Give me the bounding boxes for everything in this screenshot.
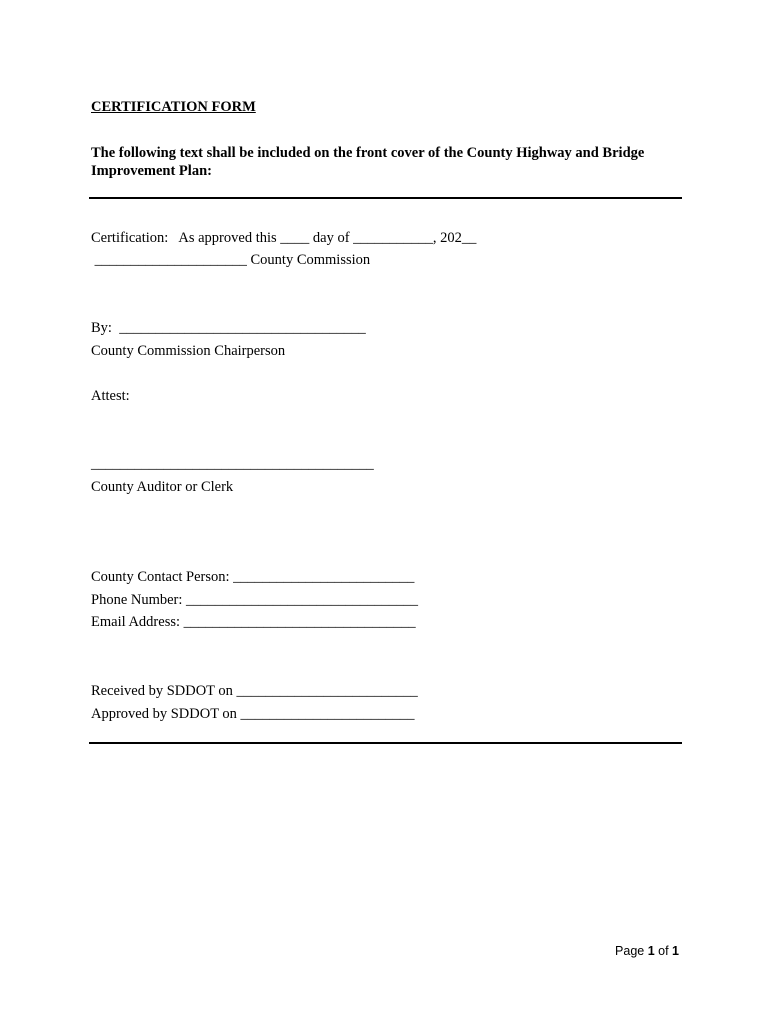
auditor-label: County Auditor or Clerk [91, 479, 234, 495]
email-address-line: Email Address: ________________________________ [91, 614, 416, 630]
page-word: Page [615, 944, 648, 958]
county-commission-line: _____________________ County Commission [91, 252, 371, 268]
auditor-signature-line: _______________________________________ [91, 456, 374, 472]
contact-person-line: County Contact Person: _________________________ [91, 569, 415, 585]
form-heading: CERTIFICATION FORM [91, 99, 256, 115]
received-by-sddot-line: Received by SDDOT on _________________________ [91, 683, 418, 699]
attest-label: Attest: [91, 388, 130, 404]
bottom-divider [89, 742, 682, 744]
phone-number-line: Phone Number: ________________________________ [91, 592, 419, 608]
chairperson-label: County Commission Chairperson [91, 343, 286, 359]
approved-by-sddot-line: Approved by SDDOT on ________________________ [91, 706, 415, 722]
intro-text-line-2: Improvement Plan: [91, 163, 212, 179]
intro-text-line-1: The following text shall be included on the front cover of the County Highway and Bridge [91, 145, 645, 161]
by-signature-line: By: __________________________________ [91, 320, 366, 336]
page-total: 1 [672, 944, 679, 958]
top-divider [89, 197, 682, 199]
certification-line: Certification: As approved this ____ day of ___________, 202__ [91, 230, 477, 246]
page-number [615, 943, 679, 959]
of-word: of [654, 944, 673, 958]
page-current: 1 [647, 944, 655, 958]
